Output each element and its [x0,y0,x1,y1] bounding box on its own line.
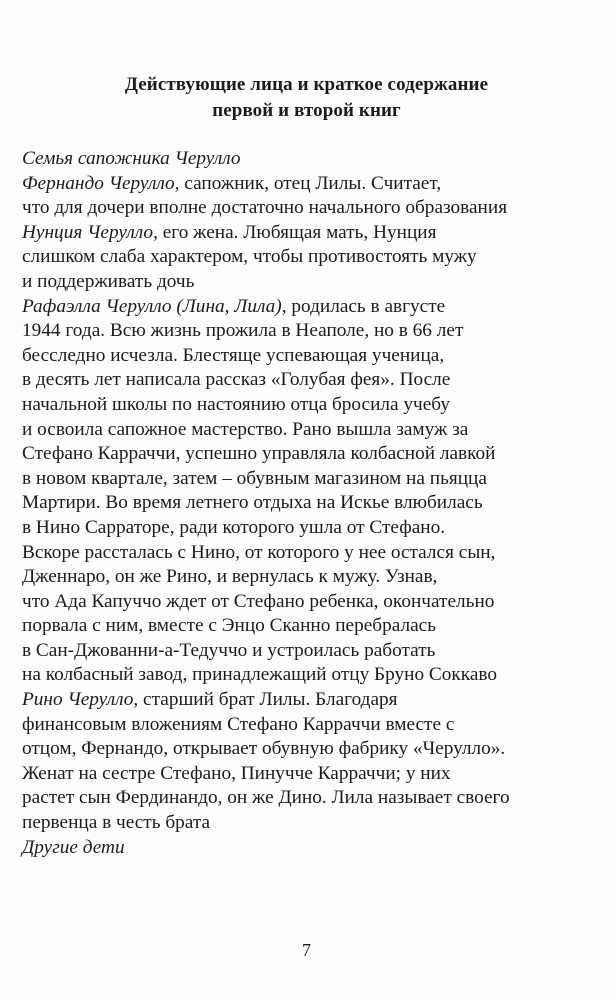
entry-text-line: отцом, Фернандо, открывает обувную фабрику «Черулло». [22,738,506,760]
entry-text-line: порвала с ним, вместе с Энцо Сканно перебралась [22,615,436,637]
entry-text-line: Стефано Карраччи, успешно управляла колбасной лавкой [22,443,496,465]
entry-text: , родилась в августе [281,295,446,317]
entry-text-line: слишком слаба характером, чтобы противостоять мужу [22,246,477,268]
entry-rino [22,688,597,713]
entry-text: , сапожник, отец Лилы. Считает, [174,172,442,194]
entry-text-line: финансовым вложениям Стефано Карраччи вместе с [22,713,455,735]
entry-text-line: в Сан-Джованни-а-Тедуччо и устроилась работать [22,639,436,661]
entry-text: , его жена. Любящая мать, Нунция [153,221,437,243]
heading-line-2: первой и второй книг [212,100,401,121]
entry-text-line: Вскоре рассталась с Нино, от которого у нее остался сын, [22,541,496,563]
entry-fernando [22,172,597,197]
entry-text-line: что для дочери вполне достаточно начального образования [22,197,508,219]
entry-text-line: Дженнаро, он же Рино, и вернулась к мужу. Узнав, [22,566,438,588]
page-number: 7 [302,940,311,960]
entry-text-line: в десять лет написала рассказ «Голубая фея». После [22,369,451,391]
entry-text-line: начальной школы по настоянию отца бросила учебу [22,393,451,415]
page-body [22,147,597,860]
entry-text: , старший брат Лилы. Благодаря [133,689,398,711]
page-heading [0,72,613,124]
entry-name: Рафаэлла Черулло (Лина, Лила) [22,295,282,317]
entry-text-line: первенца в честь брата [22,812,211,834]
entry-lila [22,295,597,320]
entry-text-line: на колбасный завод, принадлежащий отцу Бруно Соккаво [22,664,498,686]
entry-name: Рино Черулло [22,689,134,711]
entry-text-line: в Нино Сарраторе, ради которого ушла от Стефано. [22,516,446,538]
entry-text-line: бесследно исчезла. Блестяще успевающая ученица, [22,344,445,366]
next-section-title: Другие дети [22,836,125,858]
entry-text-line: в новом квартале, затем – обувным магазином на пьяцца [22,467,487,489]
entry-text-line: что Ада Капуччо ждет от Стефано ребенка, окончательно [22,590,495,612]
entry-text-line: Женат на сестре Стефано, Пинучче Карраччи; у них [22,762,451,784]
entry-nunzia [22,221,597,246]
entry-text-line: Мартири. Во время летнего отдыха на Искье влюбилась [22,492,483,514]
entry-name: Фернандо Черулло [22,172,175,194]
entry-text-line: и освоила сапожное мастерство. Рано вышла замуж за [22,418,469,440]
heading-line-1: Действующие лица и краткое содержание [124,74,489,95]
entry-name: Нунция Черулло [22,221,154,243]
section-title: Семья сапожника Черулло [22,148,241,169]
entry-text-line: и поддерживать дочь [22,270,195,292]
entry-text-line: растет сын Фердинандо, он же Дино. Лила называет своего [22,787,510,809]
entry-text-line: 1944 года. Всю жизнь прожила в Неаполе, но в 66 лет [22,320,464,342]
